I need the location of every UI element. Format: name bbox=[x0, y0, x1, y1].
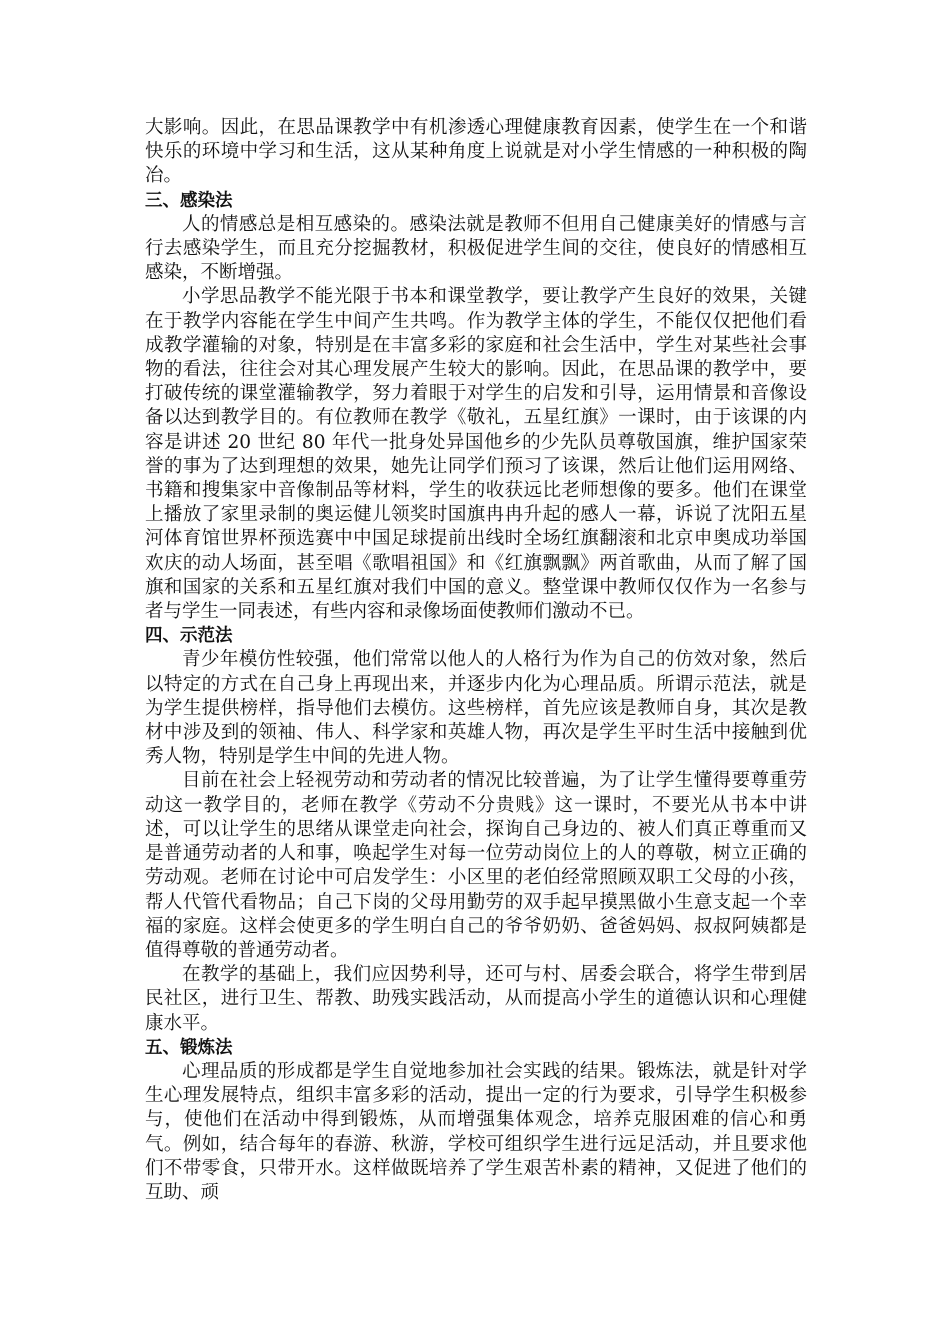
document-page bbox=[145, 116, 807, 1205]
paragraph: 人的情感总是相互感染的。感染法就是教师不但用自己健康美好的情感与言行去感染学生，而且充分挖掘教材，积极促进学生间的交往，使良好的情感相互感染，不断增强。 bbox=[145, 213, 807, 284]
section-heading-ganran: 三、感染法 bbox=[145, 190, 233, 211]
section-heading-shifan: 四、示范法 bbox=[145, 626, 233, 647]
paragraph: 心理品质的形成都是学生自觉地参加社会实践的结果。锻炼法，就是针对学生心理发展特点，组织丰富多彩的活动，提出一定的行为要求，引导学生积极参与，使他们在活动中得到锻炼，从而增强集体观念，培养克服困难的信心和勇气。例如，结合每年的春游、秋游，学校可组织学生进行远足活动，并且要求他们不带零食，只带开水。这样做既培养了学生艰苦朴素的精神，又促进了他们的互助、顽 bbox=[145, 1060, 807, 1203]
section-heading-duanlian: 五、锻炼法 bbox=[145, 1037, 233, 1058]
paragraph: 小学思品教学不能光限于书本和课堂教学，要让教学产生良好的效果，关键在于教学内容能在学生中间产生共鸣。作为教学主体的学生，不能仅仅把他们看成教学灌输的对象，特别是在丰富多彩的家庭和社会生活中，学生对某些社会事物的看法，往往会对其心理发展产生较大的影响。因此，在思品课的教学中，要打破传统的课堂灌输教学，努力着眼于对学生的启发和引导，运用情景和音像设备以达到教学目的。有位教师在教学《敬礼，五星红旗》一课时，由于该课的内容是讲述 20 世纪 80 年代一批身处异国他乡的少先队员尊敬国旗，维护国家荣誉的事为了达到理想的效果，她先让同学们预习了该课，然后让他们运用网络、书籍和搜集家中音像制品等材料，学生的收获远比老师想像的要多。他们在课堂上播放了家里录制的奥运健儿领奖时国旗冉冉升起的感人一幕，诉说了沈阳五星河体育馆世界杯预选赛中中国足球提前出线时全场红旗翻滚和北京申奥成功举国欢庆的动人场面，甚至唱《歌唱祖国》和《红旗飘飘》两首歌曲，从而了解了国旗和国家的关系和五星红旗对我们中国的意义。整堂课中教师仅仅作为一名参与者与学生一同表述，有些内容和录像场面使教师们激动不已。 bbox=[145, 286, 807, 623]
paragraph: 青少年模仿性较强，他们常常以他人的人格行为作为自己的仿效对象，然后以特定的方式在自己身上再现出来，并逐步内化为心理品质。所谓示范法，就是为学生提供榜样，指导他们去模仿。这些榜样，首先应该是教师自身，其次是教材中涉及到的领袖、伟人、科学家和英雄人物，再次是学生平时生活中接触到优秀人物，特别是学生中间的先进人物。 bbox=[145, 649, 807, 768]
paragraph: 目前在社会上轻视劳动和劳动者的情况比较普遍，为了让学生懂得要尊重劳动这一教学目的，老师在教学《劳动不分贵贱》这一课时，不要光从书本中讲述，可以让学生的思绪从课堂走向社会，探询自己身边的、被人们真正尊重而又是普通劳动者的人和事，唤起学生对每一位劳动岗位上的人的尊敬，树立正确的劳动观。老师在讨论中可启发学生：小区里的老伯经常照顾双职工父母的小孩，帮人代管代看物品；自己下岗的父母用勤劳的双手起早摸黑做小生意支起一个幸福的家庭。这样会使更多的学生明白自己的爷爷奶奶、爸爸妈妈、叔叔阿姨都是值得尊敬的普通劳动者。 bbox=[145, 770, 807, 961]
paragraph: 在教学的基础上，我们应因势利导，还可与村、居委会联合，将学生带到居民社区，进行卫生、帮教、助残实践活动，从而提高小学生的道德认识和心理健康水平。 bbox=[145, 964, 807, 1034]
paragraph: 大影响。因此，在思品课教学中有机渗透心理健康教育因素，使学生在一个和谐快乐的环境中学习和生活，这从某种角度上说就是对小学生情感的一种积极的陶冶。 bbox=[145, 117, 807, 187]
